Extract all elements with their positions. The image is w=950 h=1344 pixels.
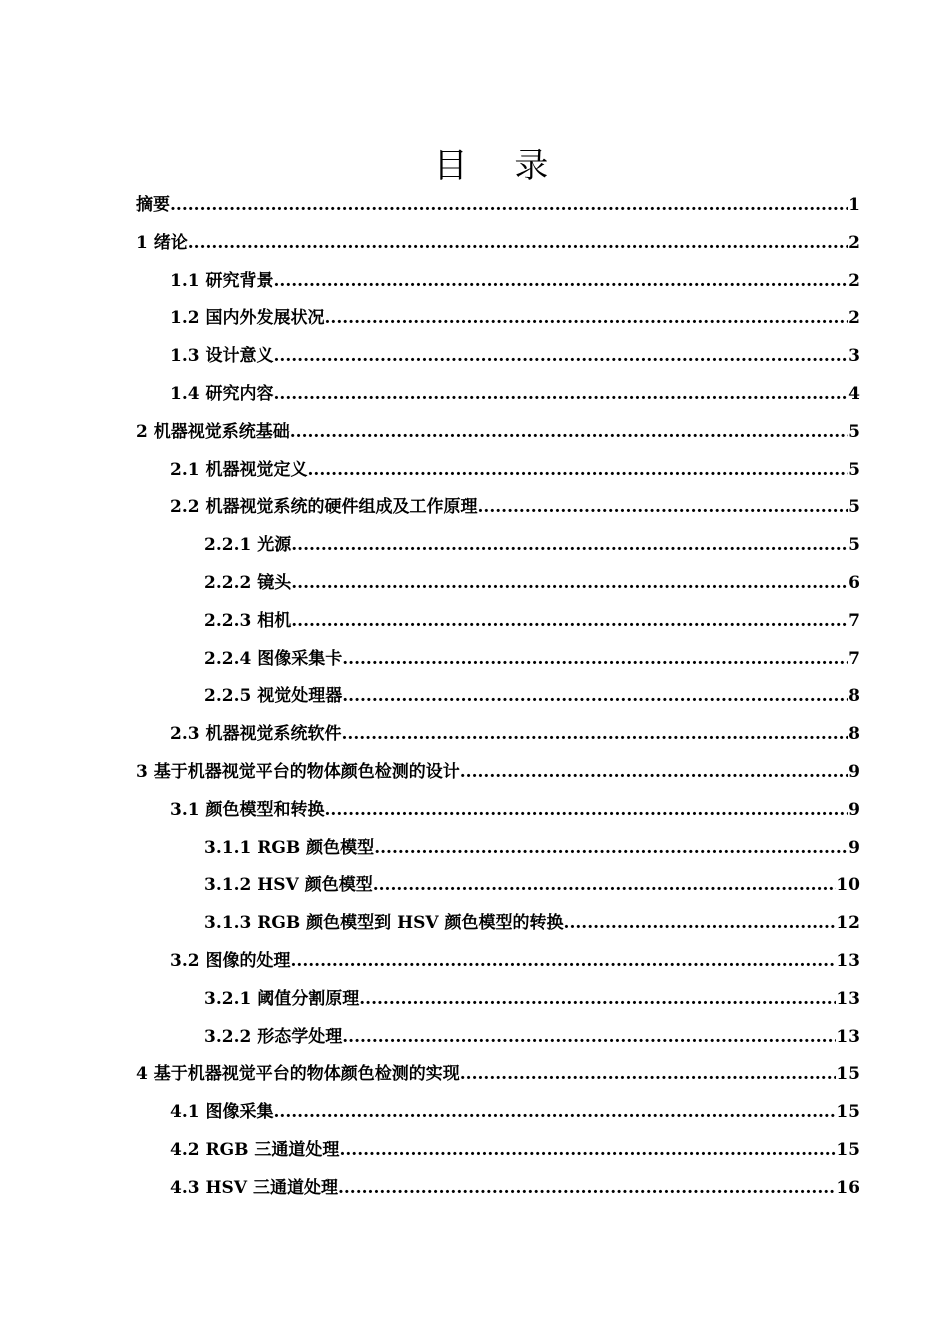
toc-dot-leader — [274, 1094, 837, 1132]
toc-entry-page-number: 3 — [848, 346, 860, 367]
toc-entry[interactable] — [136, 489, 860, 527]
toc-entry[interactable] — [136, 943, 860, 981]
toc-entry-page-number: 9 — [848, 761, 860, 782]
toc-entry-page-number: 9 — [848, 799, 860, 820]
toc-dot-leader — [339, 1132, 836, 1170]
toc-dot-leader — [460, 1056, 837, 1094]
toc-entry[interactable] — [136, 187, 860, 225]
toc-dot-leader — [274, 263, 849, 301]
toc-dot-leader — [274, 376, 849, 414]
toc-dot-leader — [188, 225, 848, 263]
toc-entry[interactable] — [136, 1019, 860, 1057]
toc-entry-page-number: 6 — [848, 572, 860, 593]
toc-entry-page-number: 13 — [836, 1026, 860, 1047]
toc-entry[interactable] — [136, 452, 860, 490]
toc-dot-leader — [359, 981, 836, 1019]
toc-entry-page-number: 8 — [848, 686, 860, 707]
toc-entry[interactable] — [136, 263, 860, 301]
toc-entry-page-number: 2 — [848, 270, 860, 291]
toc-entry-title: 2.2.2 镜头 — [204, 572, 292, 593]
toc-entry[interactable] — [136, 1056, 860, 1094]
toc-entry[interactable] — [136, 981, 860, 1019]
toc-entry[interactable] — [136, 867, 860, 905]
toc-entry-title: 3.1.2 HSV 颜色模型 — [204, 875, 373, 896]
toc-entry-page-number: 10 — [836, 875, 860, 896]
toc-dot-leader — [342, 678, 848, 716]
toc-dot-leader — [170, 187, 848, 225]
toc-dot-leader — [325, 300, 849, 338]
toc-entry-page-number: 2 — [848, 232, 860, 253]
toc-entry-title: 4.2 RGB 三通道处理 — [170, 1139, 340, 1160]
toc-entry[interactable] — [136, 830, 860, 868]
toc-entry-title: 摘要 — [136, 195, 170, 215]
toc-entry-title: 3.1 颜色模型和转换 — [170, 799, 325, 820]
toc-entry[interactable] — [136, 905, 860, 943]
toc-dot-leader — [478, 489, 849, 527]
toc-dot-leader — [342, 1019, 836, 1057]
toc-entry[interactable] — [136, 1132, 860, 1170]
toc-entry-title: 1.4 研究内容 — [170, 383, 274, 404]
toc-dot-leader — [308, 452, 849, 490]
toc-entry[interactable] — [136, 225, 860, 263]
toc-entry-title: 1.2 国内外发展状况 — [170, 308, 325, 329]
toc-entry-title: 1 绪论 — [136, 232, 188, 253]
toc-entry[interactable] — [136, 1094, 860, 1132]
toc-entry[interactable] — [136, 1170, 860, 1208]
toc-dot-leader — [374, 830, 848, 868]
toc-entry-page-number: 16 — [836, 1177, 860, 1198]
toc-entry-title: 1.3 设计意义 — [170, 346, 274, 367]
toc-entry-page-number: 13 — [836, 950, 860, 971]
toc-entry-title: 3.2.2 形态学处理 — [204, 1026, 343, 1047]
toc-entry-page-number: 5 — [848, 535, 860, 556]
toc-dot-leader — [373, 867, 837, 905]
toc-entry-title: 4 基于机器视觉平台的物体颜色检测的实现 — [136, 1064, 460, 1085]
toc-entry[interactable] — [136, 792, 860, 830]
toc-entry-title: 1.1 研究背景 — [170, 270, 274, 291]
toc-entry-page-number: 15 — [836, 1064, 860, 1085]
toc-entry-title: 2.2.5 视觉处理器 — [204, 686, 343, 707]
toc-dot-leader — [342, 641, 848, 679]
toc-dot-leader — [325, 792, 849, 830]
toc-entry[interactable] — [136, 376, 860, 414]
toc-entry-page-number: 12 — [836, 913, 860, 934]
toc-entry-page-number: 5 — [848, 497, 860, 518]
toc-entry[interactable] — [136, 338, 860, 376]
toc-entry-title: 2.1 机器视觉定义 — [170, 459, 308, 480]
toc-entry-title: 3.2.1 阈值分割原理 — [204, 988, 360, 1009]
toc-dot-leader — [291, 527, 848, 565]
toc-entry-title: 3.1.1 RGB 颜色模型 — [204, 837, 375, 858]
toc-entry-page-number: 15 — [836, 1139, 860, 1160]
toc-entry[interactable] — [136, 603, 860, 641]
toc-dot-leader — [291, 565, 848, 603]
toc-entry-page-number: 13 — [836, 988, 860, 1009]
toc-entry-title: 2.2 机器视觉系统的硬件组成及工作原理 — [170, 497, 478, 518]
toc-entry-title: 3 基于机器视觉平台的物体颜色检测的设计 — [136, 761, 460, 782]
toc-entry-page-number: 5 — [848, 459, 860, 480]
table-of-contents — [136, 187, 860, 1208]
page-title: 目 录 — [433, 146, 567, 186]
toc-dot-leader — [291, 603, 848, 641]
toc-entry-title: 2.2.1 光源 — [204, 535, 292, 556]
toc-entry-page-number: 1 — [848, 195, 860, 215]
toc-entry-page-number: 15 — [836, 1102, 860, 1123]
toc-entry-page-number: 2 — [848, 308, 860, 329]
toc-entry[interactable] — [136, 678, 860, 716]
toc-entry-page-number: 4 — [848, 383, 860, 404]
toc-entry[interactable] — [136, 716, 860, 754]
toc-entry-page-number: 7 — [848, 610, 860, 631]
toc-entry-title: 2.2.4 图像采集卡 — [204, 648, 343, 669]
toc-entry-page-number: 9 — [848, 837, 860, 858]
toc-entry-page-number: 5 — [848, 421, 860, 442]
toc-entry[interactable] — [136, 300, 860, 338]
toc-entry[interactable] — [136, 414, 860, 452]
toc-dot-leader — [342, 716, 849, 754]
toc-dot-leader — [564, 905, 837, 943]
toc-dot-leader — [291, 943, 837, 981]
toc-entry[interactable] — [136, 565, 860, 603]
toc-entry-page-number: 7 — [848, 648, 860, 669]
toc-entry-title: 4.1 图像采集 — [170, 1102, 274, 1123]
toc-entry-title: 3.1.3 RGB 颜色模型到 HSV 颜色模型的转换 — [204, 913, 564, 934]
toc-entry-title: 2.2.3 相机 — [204, 610, 292, 631]
toc-dot-leader — [338, 1170, 836, 1208]
toc-dot-leader — [290, 414, 848, 452]
toc-entry-title: 2.3 机器视觉系统软件 — [170, 724, 342, 745]
toc-dot-leader — [274, 338, 849, 376]
toc-entry-title: 3.2 图像的处理 — [170, 950, 291, 971]
toc-dot-leader — [460, 754, 848, 792]
toc-entry-title: 4.3 HSV 三通道处理 — [170, 1177, 338, 1198]
toc-entry[interactable] — [136, 754, 860, 792]
toc-entry[interactable] — [136, 527, 860, 565]
toc-entry[interactable] — [136, 641, 860, 679]
toc-entry-page-number: 8 — [848, 724, 860, 745]
toc-entry-title: 2 机器视觉系统基础 — [136, 421, 290, 442]
